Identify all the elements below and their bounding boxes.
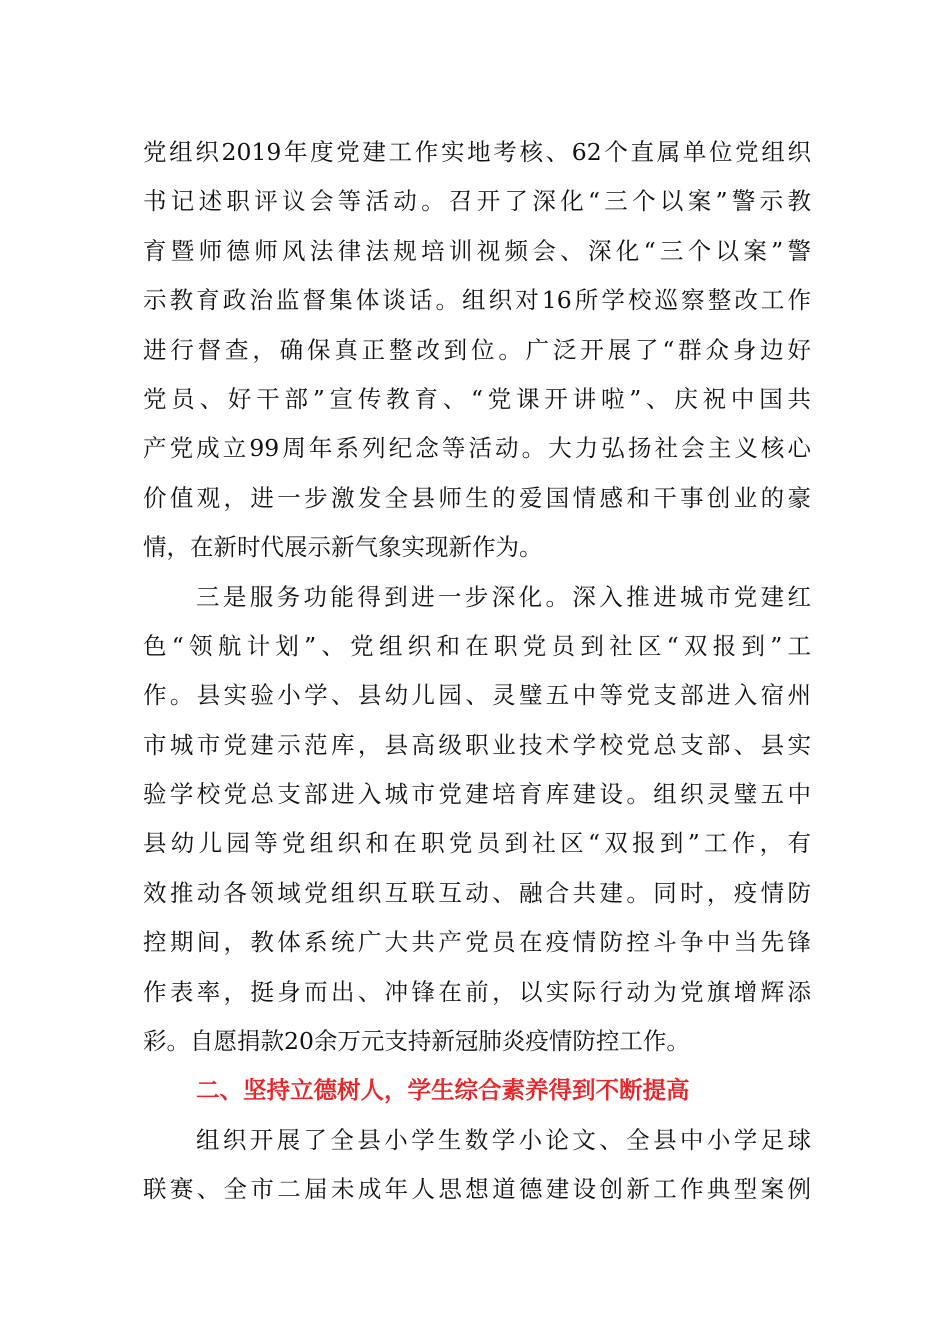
paragraph-line: 党组织2019年度党建工作实地考核、62个直属单位党组织 [143,138,811,166]
paragraph-line: 效推动各领域党组织互联互动、融合共建。同时，疫情防 [143,878,811,907]
paragraph-line: 示教育政治监督集体谈话。组织对16所学校巡察整改工作 [143,286,811,315]
paragraph-line: 市城市党建示范库，县高级职业技术学校党总支部、县实 [143,730,811,759]
paragraph-line: 进行督查，确保真正整改到位。广泛开展了“群众身边好 [143,335,811,364]
paragraph-line: 作表率，挺身而出、冲锋在前，以实际行动为党旗增辉添 [143,977,811,1006]
paragraph-line: 色“领航计划”、党组织和在职党员到社区“双报到”工 [143,631,811,660]
paragraph-line: 组织开展了全县小学生数学小论文、全县中小学足球 [196,1125,811,1154]
paragraph-line: 情，在新时代展示新气象实现新作为。 [143,533,543,562]
section-heading: 二、坚持立德树人，学生综合素养得到不断提高 [196,1076,690,1105]
paragraph-line: 育暨师德师风法律法规培训视频会、深化“三个以案”警 [143,236,811,265]
paragraph-line: 书记述职评议会等活动。召开了深化“三个以案”警示教 [143,187,811,216]
paragraph-line: 党员、好干部”宣传教育、“党课开讲啦”、庆祝中国共 [143,384,811,413]
paragraph-line: 价值观，进一步激发全县师生的爱国情感和干事创业的豪 [143,483,811,512]
paragraph-line: 产党成立99周年系列纪念等活动。大力弘扬社会主义核心 [143,434,811,463]
document-body [143,128,811,1215]
paragraph-line: 联赛、全市二届未成年人思想道德建设创新工作典型案例 [143,1175,811,1204]
paragraph-line: 三是服务功能得到进一步深化。深入推进城市党建红 [196,582,811,611]
paragraph-line: 控期间，教体系统广大共产党员在疫情防控斗争中当先锋 [143,928,811,957]
paragraph-line: 彩。自愿捐款20余万元支持新冠肺炎疫情防控工作。 [143,1027,690,1056]
paragraph-line: 验学校党总支部进入城市党建培育库建设。组织灵璧五中 [143,780,811,809]
paragraph-line: 县幼儿园等党组织和在职党员到社区“双报到”工作，有 [143,829,811,858]
paragraph-line: 作。县实验小学、县幼儿园、灵璧五中等党支部进入宿州 [143,681,811,710]
